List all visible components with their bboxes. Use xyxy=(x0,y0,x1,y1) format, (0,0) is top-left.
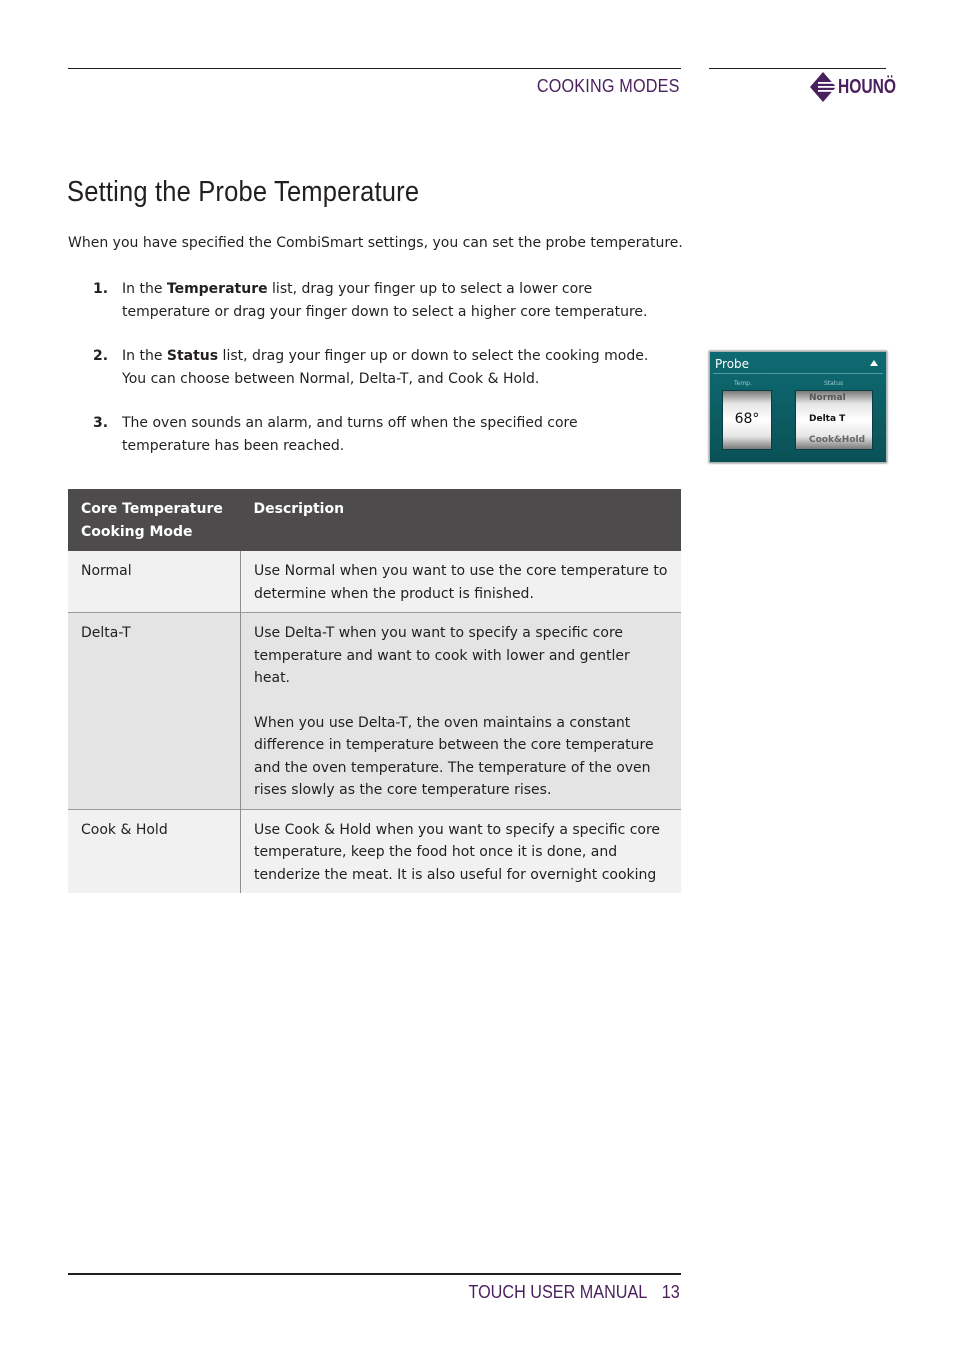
step-item xyxy=(93,278,663,323)
description-cell xyxy=(241,613,682,810)
status-wheel-label: Status xyxy=(824,380,844,387)
header-rule-right xyxy=(709,68,886,69)
description-text: Use Cook & Hold when you want to specify a specific core temperature, keep the food hot once it is done, and tenderize the meat. It is also useful for overnight cooking xyxy=(254,821,661,883)
step-number: 1. xyxy=(93,281,109,297)
probe-divider xyxy=(713,373,883,374)
mode-cell: Delta-T xyxy=(68,613,241,810)
step-text: In the Temperature list, drag your finger up to select a lower core temperature or drag your finger down to select a higher core temperature. xyxy=(122,281,648,320)
description-text: Use Delta-T when you want to specify a specific core temperature and want to cook with lower and gentler heat. xyxy=(254,625,630,686)
logo-text: HOUNÖ xyxy=(838,75,897,98)
page-number: 13 xyxy=(661,1282,680,1302)
temp-wheel-label: Temp. xyxy=(734,380,752,387)
probe-title: Probe xyxy=(715,357,750,371)
description-text: When you use Delta-T, the oven maintains a constant difference in temperature between the core temperature and the oven temperature. The temperature of the oven rises slowly as the core temperature rises. xyxy=(254,714,654,798)
probe-widget xyxy=(709,351,887,463)
mode-cell: Cook & Hold xyxy=(68,809,241,893)
cooking-modes-table xyxy=(68,489,681,893)
status-option-cook-hold[interactable]: Cook&Hold xyxy=(809,435,866,445)
step-text: In the Status list, drag your finger up or down to select the cooking mode. You can choose between Normal, Delta-T, and Cook & Hold. xyxy=(122,348,649,387)
houno-logo-icon xyxy=(810,72,836,102)
brand-logo xyxy=(810,72,912,102)
table-row xyxy=(68,613,681,810)
table-row xyxy=(68,551,681,613)
mode-cell: Normal xyxy=(68,551,241,613)
step-number: 3. xyxy=(93,415,109,431)
temperature-value: 68° xyxy=(734,411,760,427)
status-wheel[interactable] xyxy=(795,390,873,450)
collapse-arrow-icon[interactable] xyxy=(870,360,878,366)
description-cell xyxy=(241,809,682,893)
page-title: Setting the Probe Temperature xyxy=(67,176,420,208)
status-option-normal[interactable]: Normal xyxy=(809,393,846,403)
table-header-row xyxy=(68,489,681,551)
section-title: COOKING MODES xyxy=(537,76,680,96)
step-number: 2. xyxy=(93,348,109,364)
footer-rule xyxy=(68,1273,681,1275)
steps-list xyxy=(93,278,663,457)
status-option-delta-t[interactable]: Delta T xyxy=(809,414,846,424)
header-mode: Core Temperature Cooking Mode xyxy=(68,489,241,551)
footer-manual-title: TOUCH USER MANUAL xyxy=(468,1282,648,1302)
table-row xyxy=(68,809,681,893)
header-rule-left xyxy=(68,68,681,69)
temperature-wheel[interactable] xyxy=(722,390,772,450)
step-item xyxy=(93,412,663,457)
description-cell xyxy=(241,551,682,613)
step-item xyxy=(93,345,663,390)
intro-paragraph: When you have specified the CombiSmart settings, you can set the probe temperature. xyxy=(68,235,683,251)
header-description: Description xyxy=(241,489,682,551)
footer xyxy=(469,1282,680,1303)
step-text: The oven sounds an alarm, and turns off when the specified core temperature has been reached. xyxy=(122,415,578,454)
description-text: Use Normal when you want to use the core temperature to determine when the product is finished. xyxy=(254,563,668,602)
